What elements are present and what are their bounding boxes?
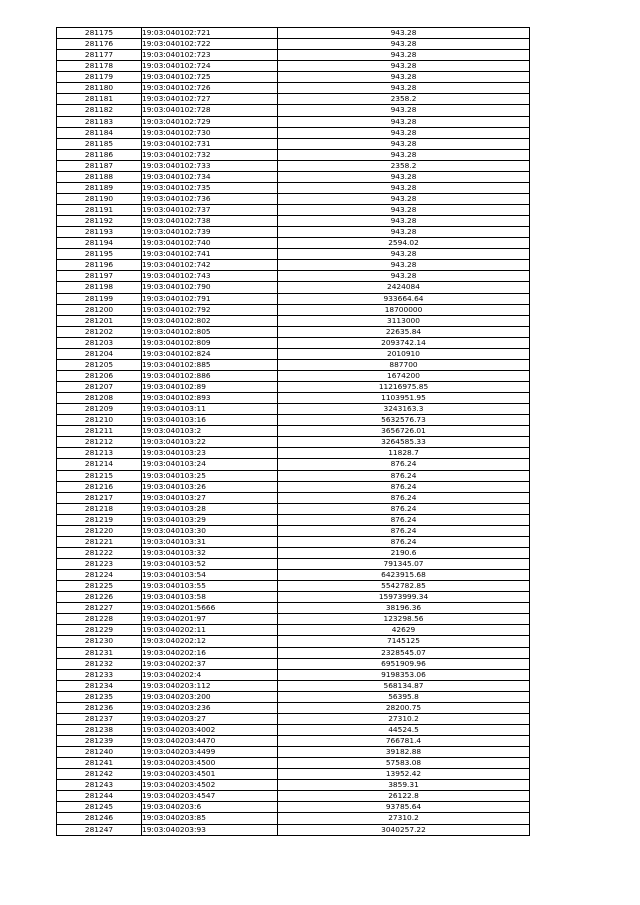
row-number-cell: 281239: [57, 736, 142, 747]
cadastral-number-cell: 19:03:040203:93: [142, 824, 278, 835]
cadastral-number-cell: 19:03:040102:724: [142, 61, 278, 72]
cadastral-number-cell: 19:03:040203:4500: [142, 758, 278, 769]
table-row: [57, 205, 530, 216]
value-cell: 943.28: [278, 182, 530, 193]
cadastral-number-cell: 19:03:040102:809: [142, 337, 278, 348]
table-row: [57, 669, 530, 680]
value-cell: 943.28: [278, 39, 530, 50]
table-row: [57, 680, 530, 691]
value-cell: 876.24: [278, 470, 530, 481]
table-row: [57, 149, 530, 160]
cadastral-number-cell: 19:03:040102:743: [142, 271, 278, 282]
cadastral-number-cell: 19:03:040203:27: [142, 713, 278, 724]
row-number-cell: 281225: [57, 581, 142, 592]
table-row: [57, 658, 530, 669]
cadastral-number-cell: 19:03:040202:37: [142, 658, 278, 669]
table-row: [57, 791, 530, 802]
value-cell: 2594.02: [278, 238, 530, 249]
cadastral-number-cell: 19:03:040102:729: [142, 116, 278, 127]
cadastral-number-cell: 19:03:040103:25: [142, 470, 278, 481]
row-number-cell: 281199: [57, 293, 142, 304]
row-number-cell: 281200: [57, 304, 142, 315]
cadastral-number-cell: 19:03:040103:11: [142, 404, 278, 415]
table-row: [57, 171, 530, 182]
row-number-cell: 281227: [57, 603, 142, 614]
table-row: [57, 83, 530, 94]
cadastral-number-cell: 19:03:040102:731: [142, 138, 278, 149]
table-row: [57, 249, 530, 260]
table-row: [57, 724, 530, 735]
row-number-cell: 281243: [57, 780, 142, 791]
value-cell: 9198353.06: [278, 669, 530, 680]
cadastral-number-cell: 19:03:040102:738: [142, 216, 278, 227]
table-row: [57, 691, 530, 702]
table-row: [57, 702, 530, 713]
value-cell: 943.28: [278, 28, 530, 39]
cadastral-number-cell: 19:03:040202:12: [142, 636, 278, 647]
value-cell: 2093742.14: [278, 337, 530, 348]
table-row: [57, 193, 530, 204]
row-number-cell: 281211: [57, 426, 142, 437]
table-body: [57, 28, 530, 836]
table-row: [57, 348, 530, 359]
value-cell: 6951909.96: [278, 658, 530, 669]
value-cell: 876.24: [278, 481, 530, 492]
cadastral-number-cell: 19:03:040102:885: [142, 359, 278, 370]
row-number-cell: 281214: [57, 459, 142, 470]
cadastral-number-cell: 19:03:040102:886: [142, 370, 278, 381]
table-row: [57, 271, 530, 282]
cadastral-number-cell: 19:03:040102:893: [142, 393, 278, 404]
table-row: [57, 304, 530, 315]
table-row: [57, 337, 530, 348]
cadastral-number-cell: 19:03:040102:791: [142, 293, 278, 304]
cadastral-number-cell: 19:03:040103:2: [142, 426, 278, 437]
row-number-cell: 281202: [57, 326, 142, 337]
table-row: [57, 227, 530, 238]
row-number-cell: 281208: [57, 393, 142, 404]
table-row: [57, 404, 530, 415]
table-row: [57, 293, 530, 304]
value-cell: 943.28: [278, 50, 530, 61]
table-row: [57, 570, 530, 581]
table-row: [57, 326, 530, 337]
cadastral-number-cell: 19:03:040102:792: [142, 304, 278, 315]
table-row: [57, 105, 530, 116]
row-number-cell: 281226: [57, 592, 142, 603]
table-row: [57, 525, 530, 536]
row-number-cell: 281218: [57, 503, 142, 514]
table-row: [57, 824, 530, 835]
row-number-cell: 281207: [57, 382, 142, 393]
table-row: [57, 216, 530, 227]
table-row: [57, 736, 530, 747]
cadastral-number-cell: 19:03:040203:200: [142, 691, 278, 702]
value-cell: 3264585.33: [278, 437, 530, 448]
cadastral-number-cell: 19:03:040102:727: [142, 94, 278, 105]
table-row: [57, 382, 530, 393]
row-number-cell: 281245: [57, 802, 142, 813]
value-cell: 11216975.85: [278, 382, 530, 393]
value-cell: 887700: [278, 359, 530, 370]
value-cell: 44524.5: [278, 724, 530, 735]
cadastral-number-cell: 19:03:040102:735: [142, 182, 278, 193]
cadastral-number-cell: 19:03:040102:739: [142, 227, 278, 238]
row-number-cell: 281210: [57, 415, 142, 426]
value-cell: 27310.2: [278, 813, 530, 824]
row-number-cell: 281198: [57, 282, 142, 293]
table-row: [57, 603, 530, 614]
value-cell: 18700000: [278, 304, 530, 315]
cadastral-number-cell: 19:03:040103:24: [142, 459, 278, 470]
table-row: [57, 127, 530, 138]
cadastral-number-cell: 19:03:040203:112: [142, 680, 278, 691]
row-number-cell: 281247: [57, 824, 142, 835]
value-cell: 943.28: [278, 138, 530, 149]
row-number-cell: 281190: [57, 193, 142, 204]
cadastral-number-cell: 19:03:040203:4499: [142, 747, 278, 758]
cadastral-number-cell: 19:03:040203:236: [142, 702, 278, 713]
cadastral-number-cell: 19:03:040102:725: [142, 72, 278, 83]
cadastral-number-cell: 19:03:040103:16: [142, 415, 278, 426]
row-number-cell: 281188: [57, 171, 142, 182]
value-cell: 2190.6: [278, 547, 530, 558]
value-cell: 93785.64: [278, 802, 530, 813]
cadastral-number-cell: 19:03:040103:31: [142, 536, 278, 547]
value-cell: 22635.84: [278, 326, 530, 337]
row-number-cell: 281221: [57, 536, 142, 547]
value-cell: 123298.56: [278, 614, 530, 625]
cadastral-number-cell: 19:03:040103:32: [142, 547, 278, 558]
cadastral-number-cell: 19:03:040102:802: [142, 315, 278, 326]
row-number-cell: 281209: [57, 404, 142, 415]
cadastral-number-cell: 19:03:040102:89: [142, 382, 278, 393]
value-cell: 876.24: [278, 536, 530, 547]
row-number-cell: 281178: [57, 61, 142, 72]
row-number-cell: 281219: [57, 514, 142, 525]
cadastral-number-cell: 19:03:040203:4547: [142, 791, 278, 802]
cadastral-number-cell: 19:03:040103:58: [142, 592, 278, 603]
value-cell: 943.28: [278, 216, 530, 227]
value-cell: 27310.2: [278, 713, 530, 724]
value-cell: 56395.8: [278, 691, 530, 702]
cadastral-number-cell: 19:03:040202:16: [142, 647, 278, 658]
value-cell: 876.24: [278, 459, 530, 470]
cadastral-number-cell: 19:03:040203:6: [142, 802, 278, 813]
table-row: [57, 614, 530, 625]
value-cell: 5632576.73: [278, 415, 530, 426]
table-row: [57, 459, 530, 470]
value-cell: 943.28: [278, 105, 530, 116]
value-cell: 876.24: [278, 492, 530, 503]
value-cell: 1103951.95: [278, 393, 530, 404]
row-number-cell: 281234: [57, 680, 142, 691]
cadastral-number-cell: 19:03:040102:726: [142, 83, 278, 94]
value-cell: 943.28: [278, 227, 530, 238]
row-number-cell: 281212: [57, 437, 142, 448]
value-cell: 26122.8: [278, 791, 530, 802]
row-number-cell: 281184: [57, 127, 142, 138]
row-number-cell: 281235: [57, 691, 142, 702]
value-cell: 943.28: [278, 193, 530, 204]
table-row: [57, 182, 530, 193]
value-cell: 791345.07: [278, 559, 530, 570]
row-number-cell: 281179: [57, 72, 142, 83]
table-row: [57, 470, 530, 481]
value-cell: 876.24: [278, 514, 530, 525]
cadastral-number-cell: 19:03:040102:723: [142, 50, 278, 61]
table-row: [57, 94, 530, 105]
row-number-cell: 281229: [57, 625, 142, 636]
row-number-cell: 281205: [57, 359, 142, 370]
value-cell: 1674200: [278, 370, 530, 381]
value-cell: 5542782.85: [278, 581, 530, 592]
value-cell: 943.28: [278, 249, 530, 260]
row-number-cell: 281231: [57, 647, 142, 658]
row-number-cell: 281201: [57, 315, 142, 326]
table-row: [57, 426, 530, 437]
value-cell: 943.28: [278, 149, 530, 160]
value-cell: 943.28: [278, 72, 530, 83]
value-cell: 39182.88: [278, 747, 530, 758]
row-number-cell: 281238: [57, 724, 142, 735]
table-row: [57, 61, 530, 72]
cadastral-number-cell: 19:03:040102:728: [142, 105, 278, 116]
row-number-cell: 281236: [57, 702, 142, 713]
value-cell: 943.28: [278, 116, 530, 127]
row-number-cell: 281233: [57, 669, 142, 680]
row-number-cell: 281237: [57, 713, 142, 724]
row-number-cell: 281180: [57, 83, 142, 94]
cadastral-value-table: [56, 27, 530, 836]
row-number-cell: 281232: [57, 658, 142, 669]
table-row: [57, 393, 530, 404]
cadastral-number-cell: 19:03:040103:23: [142, 448, 278, 459]
value-cell: 2328545.07: [278, 647, 530, 658]
table-row: [57, 116, 530, 127]
cadastral-number-cell: 19:03:040103:30: [142, 525, 278, 536]
row-number-cell: 281241: [57, 758, 142, 769]
value-cell: 3656726.01: [278, 426, 530, 437]
cadastral-number-cell: 19:03:040203:4470: [142, 736, 278, 747]
cadastral-number-cell: 19:03:040103:22: [142, 437, 278, 448]
table-row: [57, 481, 530, 492]
table-row: [57, 780, 530, 791]
value-cell: 943.28: [278, 260, 530, 271]
row-number-cell: 281242: [57, 769, 142, 780]
value-cell: 38196.36: [278, 603, 530, 614]
row-number-cell: 281246: [57, 813, 142, 824]
row-number-cell: 281206: [57, 370, 142, 381]
table-row: [57, 559, 530, 570]
row-number-cell: 281175: [57, 28, 142, 39]
row-number-cell: 281181: [57, 94, 142, 105]
row-number-cell: 281228: [57, 614, 142, 625]
value-cell: 3040257.22: [278, 824, 530, 835]
cadastral-number-cell: 19:03:040102:732: [142, 149, 278, 160]
table-row: [57, 536, 530, 547]
value-cell: 3243163.3: [278, 404, 530, 415]
table-row: [57, 769, 530, 780]
table-row: [57, 415, 530, 426]
table-row: [57, 625, 530, 636]
value-cell: 11828.7: [278, 448, 530, 459]
cadastral-number-cell: 19:03:040203:4501: [142, 769, 278, 780]
row-number-cell: 281183: [57, 116, 142, 127]
value-cell: 933664.64: [278, 293, 530, 304]
table-row: [57, 647, 530, 658]
row-number-cell: 281187: [57, 160, 142, 171]
row-number-cell: 281194: [57, 238, 142, 249]
cadastral-number-cell: 19:03:040102:736: [142, 193, 278, 204]
row-number-cell: 281191: [57, 205, 142, 216]
value-cell: 2010910: [278, 348, 530, 359]
row-number-cell: 281176: [57, 39, 142, 50]
row-number-cell: 281244: [57, 791, 142, 802]
value-cell: 3113000: [278, 315, 530, 326]
row-number-cell: 281177: [57, 50, 142, 61]
value-cell: 3859.31: [278, 780, 530, 791]
cadastral-number-cell: 19:03:040102:737: [142, 205, 278, 216]
value-cell: 2358.2: [278, 160, 530, 171]
value-cell: 943.28: [278, 271, 530, 282]
row-number-cell: 281223: [57, 559, 142, 570]
row-number-cell: 281224: [57, 570, 142, 581]
cadastral-number-cell: 19:03:040102:824: [142, 348, 278, 359]
table-row: [57, 160, 530, 171]
row-number-cell: 281186: [57, 149, 142, 160]
value-cell: 13952.42: [278, 769, 530, 780]
table-row: [57, 437, 530, 448]
value-cell: 57583.08: [278, 758, 530, 769]
value-cell: 943.28: [278, 61, 530, 72]
cadastral-number-cell: 19:03:040102:805: [142, 326, 278, 337]
row-number-cell: 281230: [57, 636, 142, 647]
value-cell: 766781.4: [278, 736, 530, 747]
cadastral-number-cell: 19:03:040102:733: [142, 160, 278, 171]
row-number-cell: 281222: [57, 547, 142, 558]
cadastral-number-cell: 19:03:040103:52: [142, 559, 278, 570]
value-cell: 6423915.68: [278, 570, 530, 581]
cadastral-number-cell: 19:03:040102:742: [142, 260, 278, 271]
cadastral-number-cell: 19:03:040203:4502: [142, 780, 278, 791]
cadastral-number-cell: 19:03:040103:54: [142, 570, 278, 581]
row-number-cell: 281217: [57, 492, 142, 503]
row-number-cell: 281215: [57, 470, 142, 481]
row-number-cell: 281220: [57, 525, 142, 536]
value-cell: 876.24: [278, 503, 530, 514]
row-number-cell: 281182: [57, 105, 142, 116]
value-cell: 2424084: [278, 282, 530, 293]
row-number-cell: 281193: [57, 227, 142, 238]
table-row: [57, 72, 530, 83]
cadastral-number-cell: 19:03:040102:741: [142, 249, 278, 260]
cadastral-number-cell: 19:03:040103:28: [142, 503, 278, 514]
cadastral-number-cell: 19:03:040201:5666: [142, 603, 278, 614]
row-number-cell: 281196: [57, 260, 142, 271]
row-number-cell: 281203: [57, 337, 142, 348]
value-cell: 15973999.34: [278, 592, 530, 603]
cadastral-number-cell: 19:03:040102:734: [142, 171, 278, 182]
cadastral-number-cell: 19:03:040103:26: [142, 481, 278, 492]
cadastral-number-cell: 19:03:040102:790: [142, 282, 278, 293]
table-row: [57, 260, 530, 271]
cadastral-number-cell: 19:03:040103:55: [142, 581, 278, 592]
row-number-cell: 281197: [57, 271, 142, 282]
row-number-cell: 281185: [57, 138, 142, 149]
cadastral-number-cell: 19:03:040103:27: [142, 492, 278, 503]
row-number-cell: 281240: [57, 747, 142, 758]
table-row: [57, 592, 530, 603]
value-cell: 943.28: [278, 171, 530, 182]
table-row: [57, 547, 530, 558]
cadastral-number-cell: 19:03:040102:722: [142, 39, 278, 50]
row-number-cell: 281195: [57, 249, 142, 260]
table-row: [57, 448, 530, 459]
table-row: [57, 813, 530, 824]
table-row: [57, 503, 530, 514]
cadastral-number-cell: 19:03:040103:29: [142, 514, 278, 525]
cadastral-number-cell: 19:03:040202:11: [142, 625, 278, 636]
cadastral-number-cell: 19:03:040102:740: [142, 238, 278, 249]
value-cell: 943.28: [278, 205, 530, 216]
value-cell: 28200.75: [278, 702, 530, 713]
table-row: [57, 802, 530, 813]
table-row: [57, 238, 530, 249]
table-row: [57, 492, 530, 503]
table-row: [57, 28, 530, 39]
value-cell: 568134.87: [278, 680, 530, 691]
table-row: [57, 758, 530, 769]
value-cell: 876.24: [278, 525, 530, 536]
table-row: [57, 138, 530, 149]
table-row: [57, 713, 530, 724]
row-number-cell: 281216: [57, 481, 142, 492]
row-number-cell: 281189: [57, 182, 142, 193]
cadastral-number-cell: 19:03:040201:97: [142, 614, 278, 625]
table-row: [57, 370, 530, 381]
table-row: [57, 581, 530, 592]
table-row: [57, 315, 530, 326]
row-number-cell: 281204: [57, 348, 142, 359]
cadastral-number-cell: 19:03:040102:730: [142, 127, 278, 138]
value-cell: 943.28: [278, 83, 530, 94]
table-row: [57, 282, 530, 293]
cadastral-number-cell: 19:03:040203:85: [142, 813, 278, 824]
row-number-cell: 281213: [57, 448, 142, 459]
table-row: [57, 636, 530, 647]
value-cell: 2358.2: [278, 94, 530, 105]
table-row: [57, 39, 530, 50]
table-row: [57, 359, 530, 370]
table-row: [57, 514, 530, 525]
value-cell: 42629: [278, 625, 530, 636]
table-row: [57, 50, 530, 61]
table-row: [57, 747, 530, 758]
cadastral-number-cell: 19:03:040202:4: [142, 669, 278, 680]
value-cell: 7145125: [278, 636, 530, 647]
row-number-cell: 281192: [57, 216, 142, 227]
cadastral-number-cell: 19:03:040203:4002: [142, 724, 278, 735]
cadastral-number-cell: 19:03:040102:721: [142, 28, 278, 39]
value-cell: 943.28: [278, 127, 530, 138]
